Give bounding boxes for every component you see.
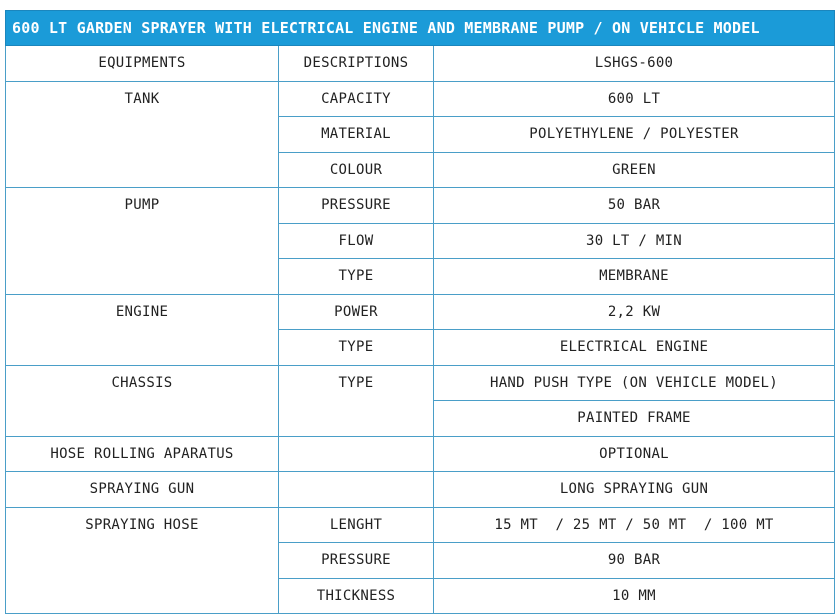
spraying-hose-thickness-value: 10 MM bbox=[434, 578, 835, 614]
table-row bbox=[6, 81, 835, 117]
table-row bbox=[6, 507, 835, 543]
title-row bbox=[6, 11, 835, 46]
chassis-type-value: HAND PUSH TYPE (ON VEHICLE MODEL) bbox=[434, 365, 835, 401]
hose-rolling-value: OPTIONAL bbox=[434, 436, 835, 472]
hose-rolling-label: HOSE ROLLING APARATUS bbox=[6, 436, 279, 472]
pump-pressure-value: 50 BAR bbox=[434, 188, 835, 224]
hose-rolling-description bbox=[279, 436, 434, 472]
spec-table bbox=[5, 10, 835, 614]
tank-label: TANK bbox=[6, 81, 279, 188]
table-row bbox=[6, 436, 835, 472]
header-descriptions: DESCRIPTIONS bbox=[279, 46, 434, 82]
table-row bbox=[6, 46, 835, 82]
header-equipments: EQUIPMENTS bbox=[6, 46, 279, 82]
spraying-gun-value: LONG SPRAYING GUN bbox=[434, 472, 835, 508]
spraying-hose-thickness-label: THICKNESS bbox=[279, 578, 434, 614]
spraying-hose-pressure-value: 90 BAR bbox=[434, 543, 835, 579]
table-row bbox=[6, 365, 835, 401]
table-row bbox=[6, 294, 835, 330]
engine-power-value: 2,2 KW bbox=[434, 294, 835, 330]
engine-label: ENGINE bbox=[6, 294, 279, 365]
spraying-gun-description bbox=[279, 472, 434, 508]
tank-colour-label: COLOUR bbox=[279, 152, 434, 188]
spraying-hose-label: SPRAYING HOSE bbox=[6, 507, 279, 614]
pump-pressure-label: PRESSURE bbox=[279, 188, 434, 224]
spraying-hose-length-label: LENGHT bbox=[279, 507, 434, 543]
table-row bbox=[6, 472, 835, 508]
spraying-gun-label: SPRAYING GUN bbox=[6, 472, 279, 508]
pump-type-label: TYPE bbox=[279, 259, 434, 295]
chassis-label: CHASSIS bbox=[6, 365, 279, 436]
pump-flow-label: FLOW bbox=[279, 223, 434, 259]
pump-flow-value: 30 LT / MIN bbox=[434, 223, 835, 259]
header-model: LSHGS-600 bbox=[434, 46, 835, 82]
table-row bbox=[6, 188, 835, 224]
chassis-frame-value: PAINTED FRAME bbox=[434, 401, 835, 437]
spraying-hose-length-value: 15 MT / 25 MT / 50 MT / 100 MT bbox=[434, 507, 835, 543]
chassis-type-label: TYPE bbox=[279, 365, 434, 436]
spraying-hose-pressure-label: PRESSURE bbox=[279, 543, 434, 579]
tank-capacity-label: CAPACITY bbox=[279, 81, 434, 117]
tank-material-value: POLYETHYLENE / POLYESTER bbox=[434, 117, 835, 153]
engine-type-label: TYPE bbox=[279, 330, 434, 366]
tank-colour-value: GREEN bbox=[434, 152, 835, 188]
engine-power-label: POWER bbox=[279, 294, 434, 330]
tank-material-label: MATERIAL bbox=[279, 117, 434, 153]
pump-type-value: MEMBRANE bbox=[434, 259, 835, 295]
spec-table-container bbox=[5, 10, 834, 614]
tank-capacity-value: 600 LT bbox=[434, 81, 835, 117]
table-title: 600 LT GARDEN SPRAYER WITH ELECTRICAL ENGINE AND MEMBRANE PUMP / ON VEHICLE MODEL bbox=[6, 11, 835, 46]
pump-label: PUMP bbox=[6, 188, 279, 295]
engine-type-value: ELECTRICAL ENGINE bbox=[434, 330, 835, 366]
